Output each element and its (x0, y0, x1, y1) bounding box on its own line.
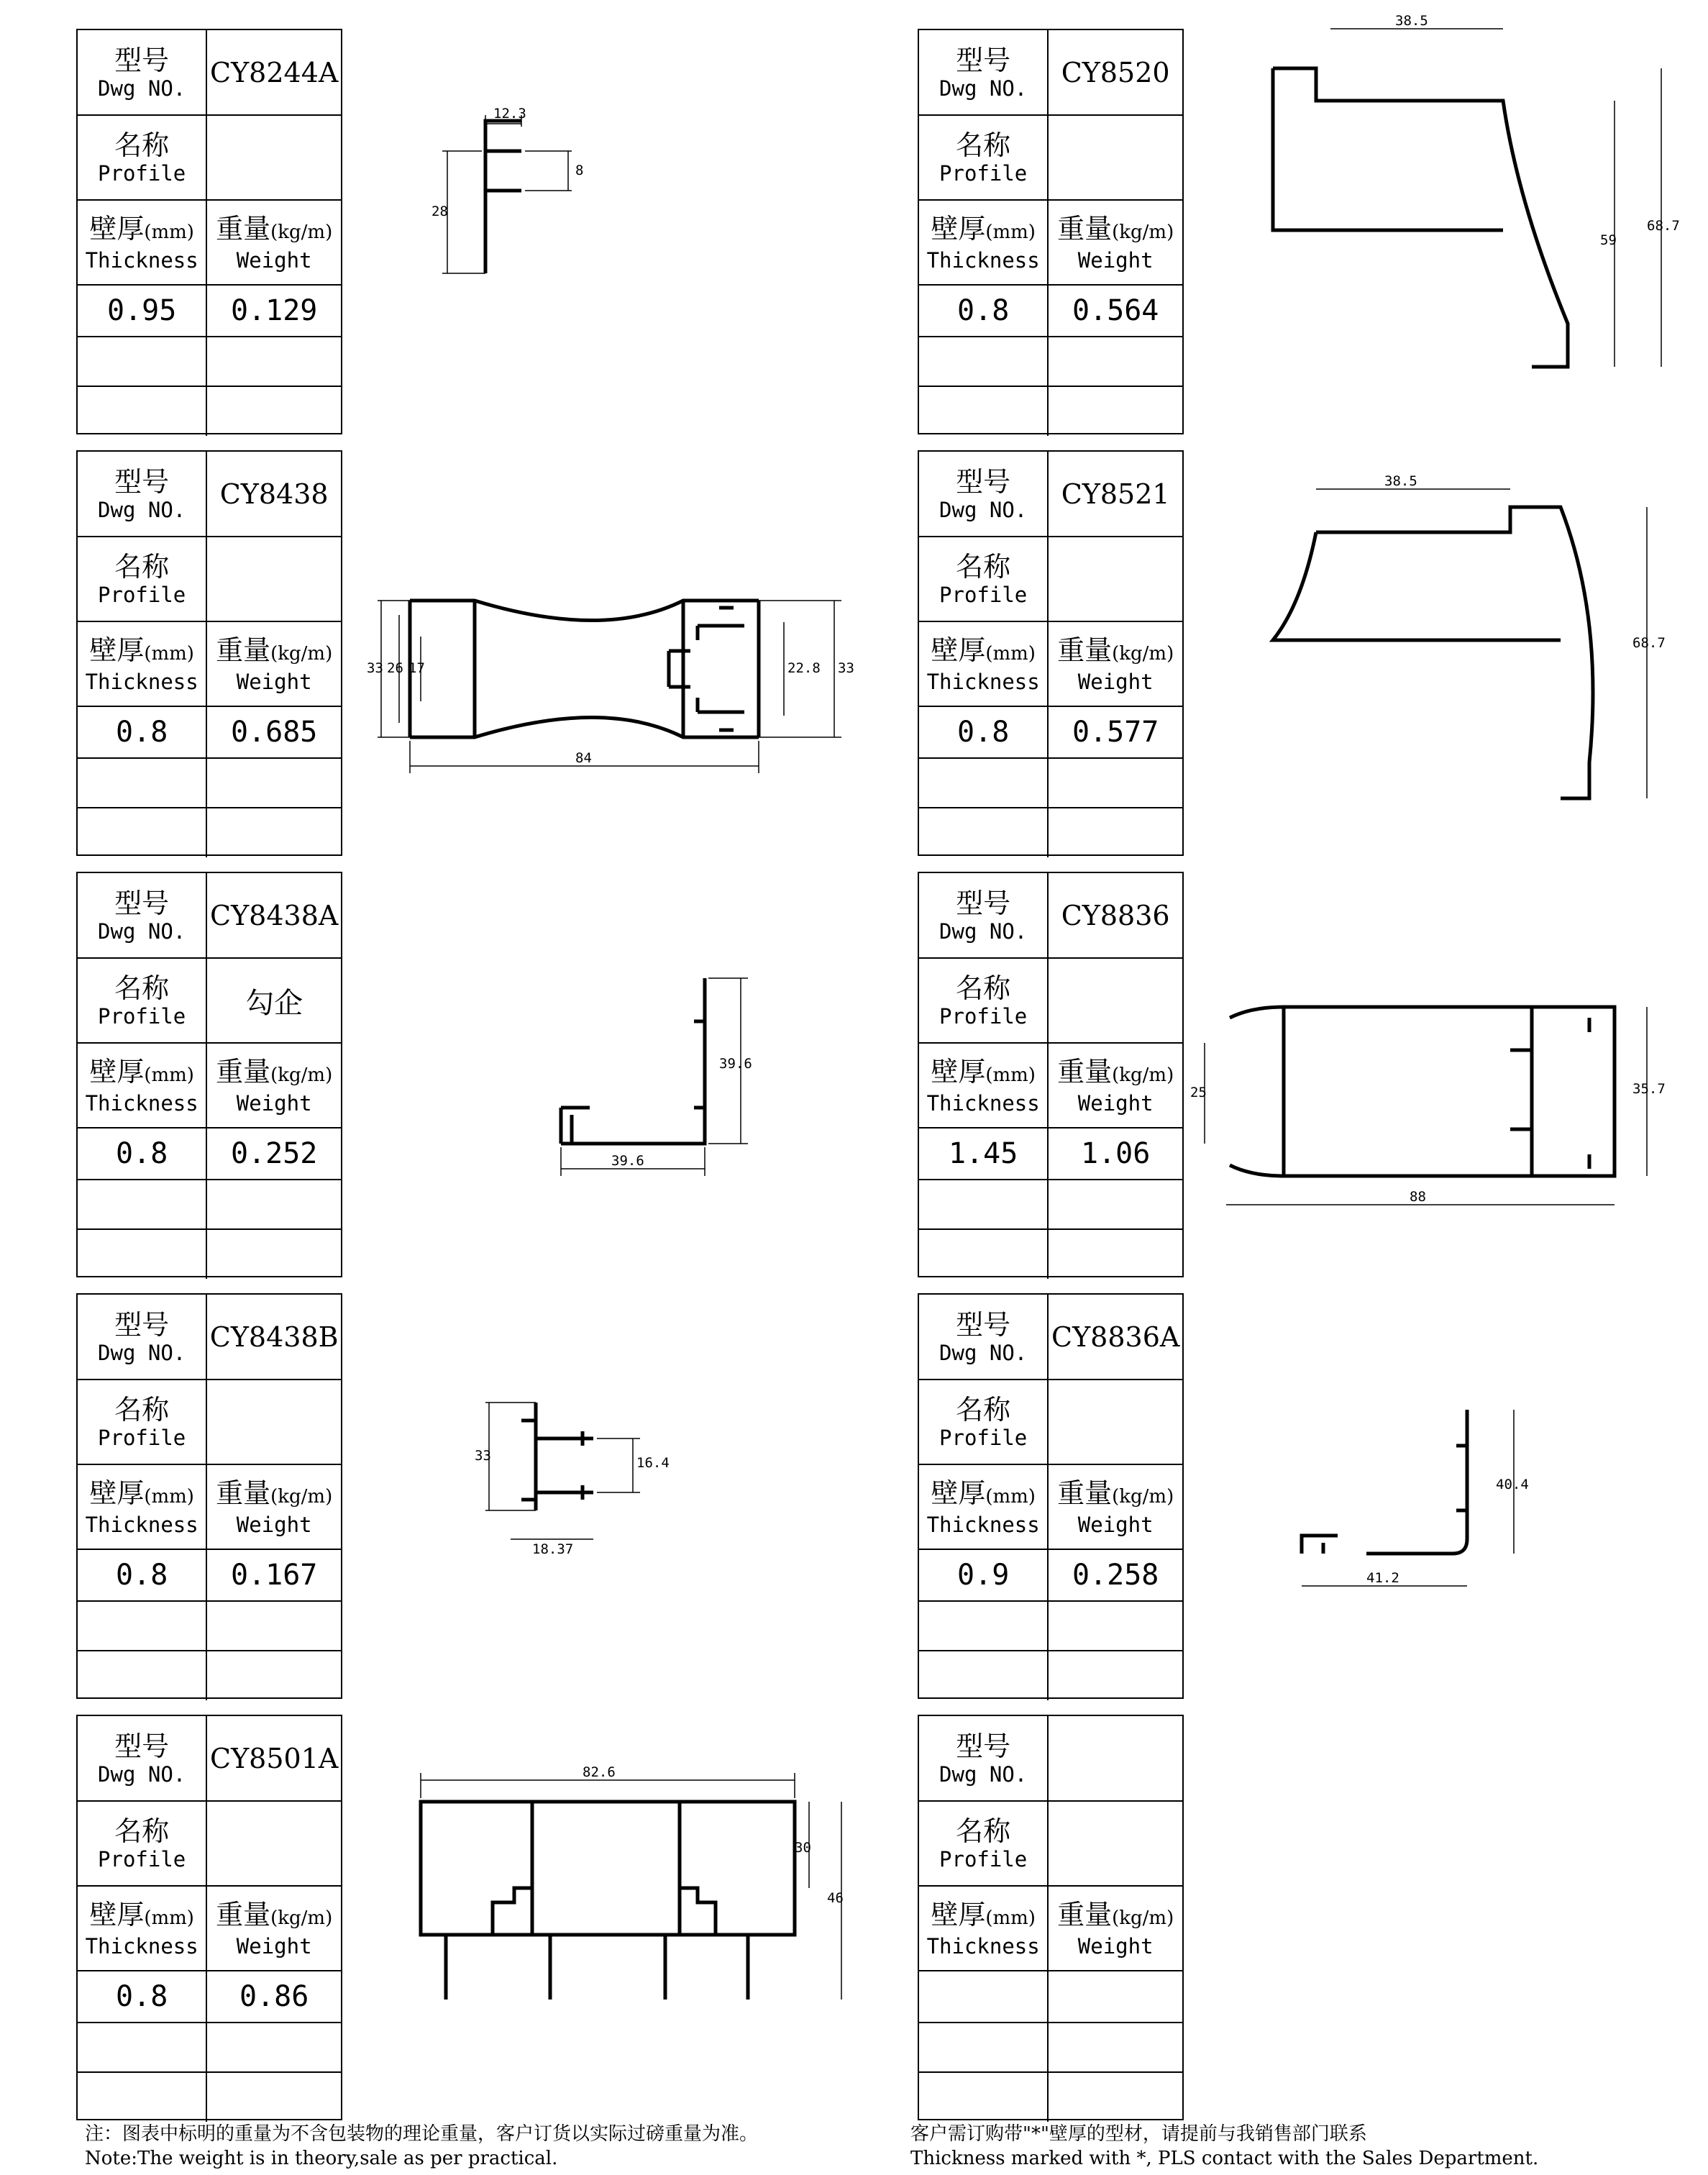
dwg-number: CY8521 (1048, 452, 1182, 537)
profile-name (1048, 1801, 1182, 1886)
spec-card-6: 型号 Dwg NO. CY8520 名称 Profile 壁厚(mm) Thickness 重量(kg/m) Weight 0.8 0.564 (918, 29, 1184, 434)
weight-value: 0.564 (1048, 285, 1182, 337)
dim-label: 39.6 (611, 1153, 644, 1169)
dim-label: 28 (431, 204, 448, 219)
weight-value: 1.06 (1048, 1128, 1182, 1180)
spec-card-7: 型号 Dwg NO. CY8521 名称 Profile 壁厚(mm) Thickness 重量(kg/m) Weight 0.8 0.577 (918, 450, 1184, 856)
weight-value: 0.258 (1048, 1549, 1182, 1601)
dwg-number (1048, 1716, 1182, 1801)
dwg-number: CY8438 (206, 452, 341, 537)
dim-label: 16.4 (636, 1455, 670, 1471)
thickness-value: 0.8 (919, 706, 1048, 758)
dwg-number: CY8520 (1048, 30, 1182, 115)
thickness-value: 0.8 (78, 1971, 206, 2023)
thickness-value: 0.8 (78, 706, 206, 758)
thickness-value: 0.8 (919, 285, 1048, 337)
profile-name (206, 115, 341, 200)
profile-name (1048, 115, 1182, 200)
dim-label: 38.5 (1395, 13, 1428, 29)
dim-label: 33 (475, 1448, 491, 1464)
dwg-number: CY8438A (206, 873, 341, 958)
dwg-number: CY8438B (206, 1295, 341, 1380)
spec-card-8: 型号 Dwg NO. CY8836 名称 Profile 壁厚(mm) Thickness 重量(kg/m) Weight 1.45 1.06 (918, 872, 1184, 1277)
footnote-right: 客户需订购带"*"壁厚的型材，请提前与我销售部门联系 Thickness marked with *, PLS contact with the Sales Department. (910, 2123, 1539, 2169)
profile-drawing-cy8836a (1280, 1395, 1539, 1633)
dim-label: 12.3 (493, 106, 526, 122)
footnote-left: 注：图表中标明的重量为不含包装物的理论重量，客户订货以实际过磅重量为准。 Note:The weight is in theory,sale as per practical. (85, 2123, 759, 2169)
dim-label: 18.37 (532, 1541, 574, 1557)
dim-label: 68.7 (1647, 218, 1680, 234)
profile-name (1048, 958, 1182, 1043)
profile-drawing-cy8501a (403, 1762, 863, 2021)
thickness-value: 1.45 (919, 1128, 1048, 1180)
spec-card-9: 型号 Dwg NO. CY8836A 名称 Profile 壁厚(mm) Thickness 重量(kg/m) Weight 0.9 0.258 (918, 1293, 1184, 1699)
thickness-value: 0.8 (78, 1128, 206, 1180)
dim-label: 25 (1190, 1085, 1207, 1100)
dim-label: 40.4 (1496, 1477, 1529, 1492)
dwg-number: CY8244A (206, 30, 341, 115)
dim-label: 88 (1410, 1189, 1426, 1205)
dim-label: 17 (408, 660, 425, 676)
profile-name (206, 1801, 341, 1886)
weight-value: 0.685 (206, 706, 341, 758)
profile-name (206, 537, 341, 621)
profile-name (1048, 1380, 1182, 1464)
dim-label: 41.2 (1366, 1570, 1399, 1586)
spec-card-2: 型号 Dwg NO. CY8438 名称 Profile 壁厚(mm) Thickness 重量(kg/m) Weight 0.8 0.685 (76, 450, 342, 856)
thickness-value: 0.9 (919, 1549, 1048, 1601)
dim-label: 59 (1600, 232, 1617, 248)
dim-label: 84 (575, 750, 592, 766)
dim-label: 33 (838, 660, 854, 676)
dim-label: 8 (575, 163, 584, 178)
profile-drawing-cy8438b (467, 1392, 670, 1579)
dwg-number: CY8836 (1048, 873, 1182, 958)
profile-name (1048, 537, 1182, 621)
profile-name: 勾企 (206, 958, 341, 1043)
weight-value: 0.167 (206, 1549, 341, 1601)
dwg-number: CY8501A (206, 1716, 341, 1801)
profile-drawing-cy8244a (431, 101, 590, 288)
profile-drawing-cy8438a (503, 964, 762, 1194)
dim-label: 82.6 (583, 1764, 616, 1780)
spec-card-4: 型号 Dwg NO. CY8438B 名称 Profile 壁厚(mm) Thickness 重量(kg/m) Weight 0.8 0.167 (76, 1293, 342, 1699)
dim-label: 30 (795, 1840, 811, 1856)
weight-value: 0.252 (206, 1128, 341, 1180)
dim-label: 22.8 (787, 660, 821, 676)
profile-drawing-cy8520 (1230, 13, 1680, 388)
thickness-value: 0.95 (78, 285, 206, 337)
spec-card-10: 型号 Dwg NO. 名称 Profile 壁厚(mm) Thickness 重量(kg/m) Weight (918, 1715, 1184, 2120)
profile-drawing-cy8836 (1187, 993, 1676, 1230)
spec-card-5: 型号 Dwg NO. CY8501A 名称 Profile 壁厚(mm) Thickness 重量(kg/m) Weight 0.8 0.86 (76, 1715, 342, 2120)
spec-card-1: 型号 Dwg NO. CY8244A 名称 Profile 壁厚(mm) Thickness 重量(kg/m) Weight 0.95 0.129 (76, 29, 342, 434)
dim-label: 68.7 (1632, 635, 1666, 651)
spec-card-3: 型号 Dwg NO. CY8438A 名称 Profile 勾企 壁厚(mm) Thickness 重量(kg/m) Weight 0.8 0.252 (76, 872, 342, 1277)
dim-label: 39.6 (719, 1056, 752, 1072)
profile-drawing-cy8521 (1259, 473, 1666, 820)
dim-label: 46 (827, 1890, 844, 1906)
profile-name (206, 1380, 341, 1464)
dim-label: 26 (387, 660, 403, 676)
weight-value (1048, 1971, 1182, 2023)
weight-value: 0.86 (206, 1971, 341, 2023)
weight-value: 0.129 (206, 285, 341, 337)
thickness-value (919, 1971, 1048, 2023)
thickness-value: 0.8 (78, 1549, 206, 1601)
dim-label: 35.7 (1632, 1081, 1666, 1097)
dim-label: 38.5 (1384, 473, 1417, 489)
weight-value: 0.577 (1048, 706, 1182, 758)
dwg-number: CY8836A (1048, 1295, 1182, 1380)
dim-label: 33 (367, 660, 383, 676)
profile-drawing-cy8438 (367, 575, 856, 791)
